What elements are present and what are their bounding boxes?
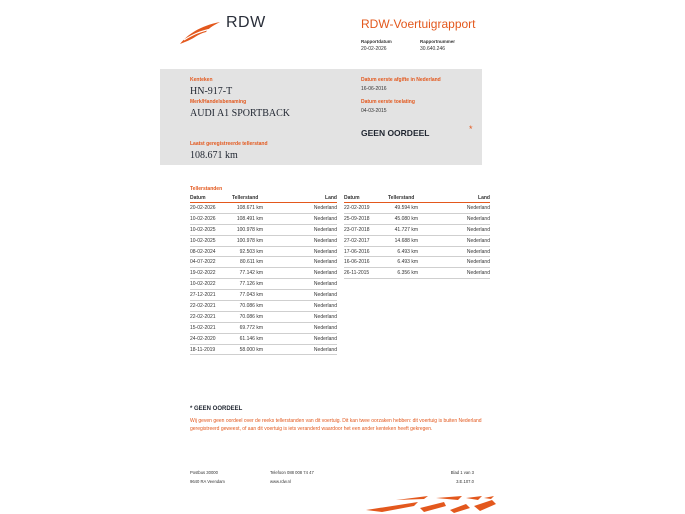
table-row [190,203,337,214]
row-country: Nederland [432,235,490,246]
logo-text: RDW [226,14,266,31]
table-row [344,203,490,214]
note-title: * GEEN OORDEEL [190,406,243,412]
table-row [190,257,337,268]
row-reading: 80.611 km [232,257,277,268]
row-reading: 61.146 km [232,333,277,344]
row-country: Nederland [432,203,490,214]
row-date: 04-07-2022 [190,257,232,268]
table-row [190,235,337,246]
row-country: Nederland [432,213,490,224]
row-country: Nederland [277,235,337,246]
table-row [344,246,490,257]
row-country: Nederland [277,203,337,214]
row-date: 19-02-2022 [190,268,232,279]
row-country: Nederland [432,246,490,257]
row-reading: 77.043 km [232,290,277,301]
row-date: 25-09-2018 [344,213,388,224]
row-reading: 6.493 km [388,257,432,268]
row-date: 10-02-2025 [190,235,232,246]
note-text: Wij geven geen oordeel over de reeks tellerstanden van dit voertuig. Dit kan twee oorzaken hebben: dit voertuig is buiten Nederland geregistreerd geweest, of aan dit voertuig is iets veranderd waardoor het een ander kenteken heeft gekregen. [190,418,482,432]
row-country: Nederland [432,224,490,235]
footer-brand-graphic-icon [366,496,503,514]
table-row [344,235,490,246]
row-date: 22-02-2019 [344,203,388,214]
row-country: Nederland [277,322,337,333]
row-reading: 70.086 km [232,301,277,312]
plate-label: Kenteken [190,77,213,83]
row-date: 27-12-2021 [190,290,232,301]
row-date: 24-02-2020 [190,333,232,344]
table-row [344,224,490,235]
table-header-row [344,195,490,203]
first-admission-label: Datum eerste toelating [361,99,415,105]
row-date: 23-07-2018 [344,224,388,235]
row-reading: 100.978 km [232,224,277,235]
footer-page: Blad 1 van 3 [450,470,474,475]
row-reading: 100.978 km [232,235,277,246]
table-row [190,246,337,257]
rdw-logo-icon [178,20,223,46]
col-country-header: Land [277,195,337,203]
report-title: RDW-Voertuigrapport [361,17,476,31]
col-date-header: Datum [344,195,388,203]
first-admission-value: 04-03-2015 [361,108,387,114]
table-header-row [190,195,337,203]
row-date: 10-02-2022 [190,279,232,290]
row-country: Nederland [277,257,337,268]
row-country: Nederland [277,213,337,224]
row-date: 20-02-2026 [190,203,232,214]
row-reading: 6.356 km [388,268,432,279]
row-reading: 70.086 km [232,311,277,322]
row-country: Nederland [277,311,337,322]
table-row [190,268,337,279]
row-reading: 49.594 km [388,203,432,214]
row-reading: 69.772 km [232,322,277,333]
odometer-table-left [190,195,337,355]
table-row [190,279,337,290]
row-country: Nederland [277,224,337,235]
row-reading: 41.727 km [388,224,432,235]
row-reading: 77.142 km [232,268,277,279]
row-country: Nederland [277,333,337,344]
footer-address-2: 9640 RA Veendam [190,479,225,484]
odometer-value: 108.671 km [190,150,238,161]
report-number: 30.640.246 [420,46,446,52]
col-reading-header: Tellerstand [388,195,432,203]
footer-address-1: Postbus 30000 [190,470,218,475]
row-country: Nederland [277,279,337,290]
row-country: Nederland [432,268,490,279]
row-date: 22-02-2021 [190,301,232,312]
row-date: 15-02-2021 [190,322,232,333]
row-date: 18-11-2019 [190,344,232,355]
footer-code: 3.E.107.0 [456,479,474,484]
row-date: 10-02-2026 [190,213,232,224]
row-date: 08-02-2024 [190,246,232,257]
table-row [190,322,337,333]
col-reading-header: Tellerstand [232,195,277,203]
row-country: Nederland [277,344,337,355]
first-nl-label: Datum eerste afgifte in Nederland [361,77,441,83]
col-country-header: Land [432,195,490,203]
row-date: 10-02-2025 [190,224,232,235]
row-reading: 45.080 km [388,213,432,224]
row-country: Nederland [432,257,490,268]
row-date: 26-11-2015 [344,268,388,279]
table-row [190,344,337,355]
table-row [344,268,490,279]
odometer-section-title: Tellerstanden [190,186,223,192]
row-reading: 77.126 km [232,279,277,290]
row-date: 16-06-2016 [344,257,388,268]
row-country: Nederland [277,246,337,257]
table-row [190,301,337,312]
row-country: Nederland [277,290,337,301]
row-country: Nederland [277,301,337,312]
table-row [190,213,337,224]
row-reading: 92.503 km [232,246,277,257]
row-date: 22-02-2021 [190,311,232,322]
col-date-header: Datum [190,195,232,203]
row-reading: 108.671 km [232,203,277,214]
row-country: Nederland [277,268,337,279]
report-number-label: Rapportnummer [420,39,456,44]
row-date: 27-02-2017 [344,235,388,246]
row-date: 17-06-2016 [344,246,388,257]
odometer-label: Laatst geregistreerde tellerstand [190,141,268,147]
row-reading: 108.491 km [232,213,277,224]
plate-value: HN-917-T [190,86,233,97]
first-nl-value: 16-06-2016 [361,86,387,92]
footer-website[interactable]: www.rdw.nl [270,479,291,484]
table-row [344,257,490,268]
verdict-value: GEEN OORDEEL [361,128,430,138]
table-row [190,333,337,344]
make-value: AUDI A1 SPORTBACK [190,108,290,119]
table-row [344,213,490,224]
report-date: 20-02-2026 [361,46,387,52]
table-row [190,224,337,235]
report-page [160,0,503,514]
table-row [190,290,337,301]
verdict-marker: * [469,124,473,134]
report-date-label: Rapportdatum [361,39,392,44]
make-label: Merk/Handelsbenaming [190,99,247,105]
row-reading: 58.000 km [232,344,277,355]
row-reading: 14.688 km [388,235,432,246]
footer-phone: Telefoon 088 008 74 47 [270,470,314,475]
odometer-table-right [344,195,490,279]
table-row [190,311,337,322]
row-reading: 6.493 km [388,246,432,257]
